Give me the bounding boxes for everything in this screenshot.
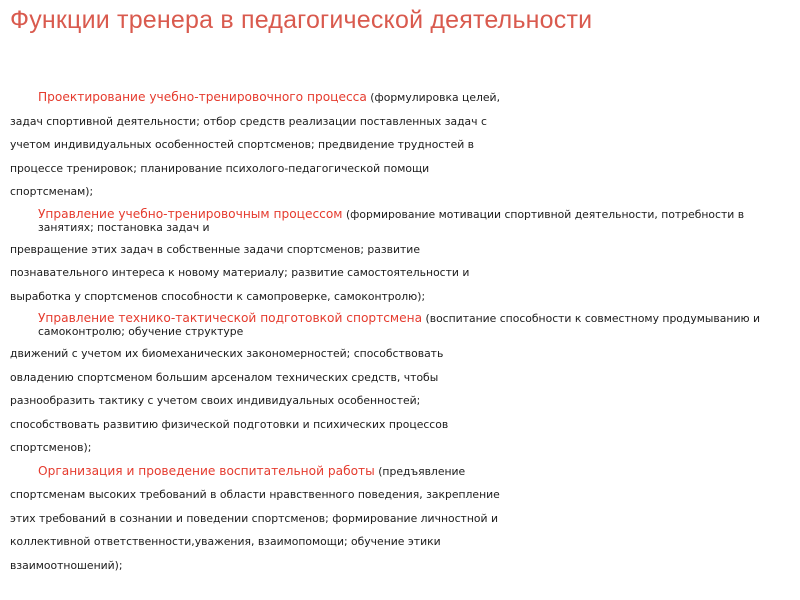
list-line: разнообразить тактику с учетом своих индивидуальных особенностей;	[10, 394, 421, 407]
list-line: процессе тренировок; планирование психолого-педагогической помощи	[10, 161, 430, 175]
list-line: коллективной ответственности,уважения, взаимопомощи; обучение этики	[10, 535, 441, 548]
item-text: (формулировка целей,	[366, 91, 501, 104]
list-line: выработка у спортсменов способности к самопроверке, самоконтролю);	[10, 289, 426, 303]
item-heading: Проектирование учебно-тренировочного процесса	[38, 90, 367, 104]
item-text: (предъявление	[374, 464, 466, 478]
list-line: этих требований в сознании и поведении спортсменов; формирование личностной и	[10, 511, 498, 525]
item-text: (формирование мотивации спортивной деятельности, потребности в занятиях; постановка задач и	[38, 207, 745, 234]
list-item-heading	[10, 308, 795, 342]
list-line: задач спортивной деятельности; отбор средств реализации поставленных задач с	[10, 114, 487, 128]
list-line: спортсменов);	[10, 441, 92, 454]
list-item-heading	[10, 204, 795, 238]
list-line: способствовать развитию физической подготовки и психических процессов	[10, 417, 449, 431]
slide-title: Функции тренера в педагогической деятельности	[10, 6, 593, 34]
item-heading: Управление учебно-тренировочным процессом	[38, 206, 343, 221]
item-heading: Управление технико-тактической подготовкой спортсмена	[38, 311, 423, 325]
list-item-heading	[10, 86, 795, 110]
list-line: овладению спортсменом большим арсеналом технических средств, чтобы	[10, 370, 439, 384]
list-line: спортсменам высоких требований в области нравственного поведения, закрепление	[10, 488, 500, 501]
list-line: движений с учетом их биомеханических закономерностей; способствовать	[10, 347, 444, 360]
list-line: спортсменам);	[10, 185, 94, 198]
list-line: познавательного интереса к новому материалу; развитие самостоятельности и	[10, 266, 470, 279]
list-line: учетом индивидуальных особенностей спортсменов; предвидение трудностей в	[10, 138, 475, 151]
list-line: взаимоотношений);	[10, 558, 123, 572]
item-text: (воспитание способности к совместному продумыванию и самоконтролю; обучение структуре	[38, 312, 761, 338]
list-item-heading	[10, 460, 795, 484]
list-line: превращение этих задач в собственные задачи спортсменов; развитие	[10, 242, 420, 256]
item-heading: Организация и проведение воспитательной работы	[38, 463, 375, 478]
functions-list	[10, 86, 795, 577]
